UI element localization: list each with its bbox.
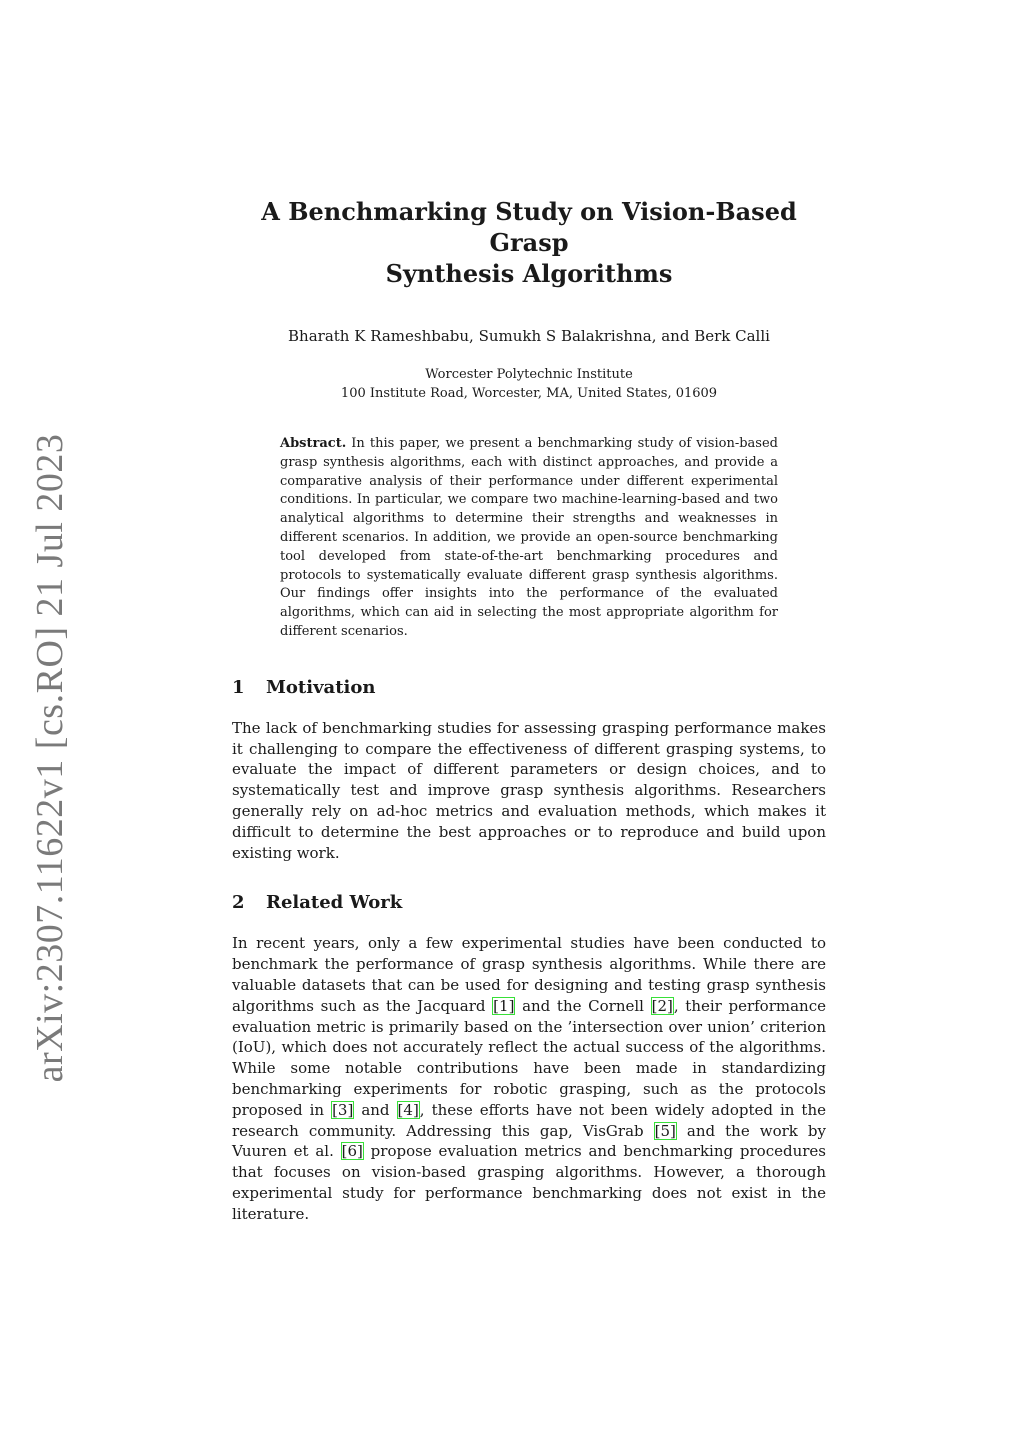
citation-link-3[interactable]: [3] <box>332 1100 354 1119</box>
affiliation-institution: Worcester Polytechnic Institute <box>425 367 633 382</box>
text-segment: and <box>354 1100 397 1119</box>
title-line-2: Synthesis Algorithms <box>385 259 673 288</box>
author-list: Bharath K Rameshbabu, Sumukh S Balakrishna, and Berk Calli <box>288 327 770 345</box>
citation-link-6[interactable]: [6] <box>341 1142 363 1161</box>
text-segment: and the Cornell <box>515 996 651 1015</box>
arxiv-identifier-stamp: arXiv:2307.11622v1 [cs.RO] 21 Jul 2023 <box>29 433 71 1083</box>
affiliation-address: 100 Institute Road, Worcester, MA, United States, 01609 <box>340 386 718 401</box>
text-segment: propose evaluation metrics and benchmarking procedures that focuses on vision-based grasping algorithms. However, a thorough experimental study for performance benchmarking does not exist in the literature. <box>232 1142 826 1223</box>
citation-link-5[interactable]: [5] <box>654 1121 676 1140</box>
related-work-paragraph <box>232 933 826 1224</box>
affiliation <box>232 365 826 403</box>
section-number: 2 <box>232 892 245 914</box>
motivation-paragraph: The lack of benchmarking studies for assessing grasping performance makes it challenging to compare the effectiveness of different grasping systems, to evaluate the impact of different parameters or design choices, and to systematically test and improve grasp synthesis algorithms. Researchers generally rely on ad-hoc metrics and evaluation methods, which makes it difficult to determine the best approaches or to reproduce and build upon existing work. <box>232 718 826 862</box>
section-title: Related Work <box>266 892 403 914</box>
section-title: Motivation <box>266 676 376 698</box>
citation-link-4[interactable]: [4] <box>397 1100 419 1119</box>
citation-link-2[interactable]: [2] <box>651 996 673 1015</box>
text-segment: , these efforts have not been widely adopted in the research community. Addressing this gap, VisGrab <box>232 1100 826 1140</box>
title-line-1: A Benchmarking Study on Vision-Based Grasp <box>261 197 797 257</box>
section-heading-motivation <box>232 676 826 700</box>
text-segment: and the work by Vuuren et al. <box>232 1121 826 1161</box>
paper-first-page <box>232 196 826 1225</box>
abstract-text: In this paper, we present a benchmarking study of vision-based grasp synthesis algorithms, each with distinct approaches, and provide a comparative analysis of their performance under different experimental conditions. In particular, we compare two machine-learning-based and two analytical algorithms to determine their strengths and weaknesses in different scenarios. In addition, we provide an open-source benchmarking tool developed from state-of-the-art benchmarking procedures and protocols to systematically evaluate different grasp synthesis algorithms. Our findings offer insights into the performance of the evaluated algorithms, which can aid in selecting the most appropriate algorithm for different scenarios. <box>280 436 778 639</box>
citation-link-1[interactable]: [1] <box>493 996 515 1015</box>
abstract <box>280 435 778 642</box>
text-segment: , their performance evaluation metric is primarily based on the ’intersection over union’ criterion (IoU), which does not accurately reflect the actual success of the algorithms. While some notable contributions have been made in standardizing benchmarking experiments for robotic grasping, such as the protocols proposed in <box>232 996 826 1119</box>
paper-title <box>232 196 826 289</box>
text-segment: In recent years, only a few experimental studies have been conducted to benchmark the performance of grasp synthesis algorithms. While there are valuable datasets that can be used for designing and testing grasp synthesis algorithms such as the Jacquard <box>232 934 826 1015</box>
section-heading-related-work <box>232 891 826 915</box>
section-number: 1 <box>232 676 245 698</box>
abstract-label: Abstract. <box>280 436 347 451</box>
